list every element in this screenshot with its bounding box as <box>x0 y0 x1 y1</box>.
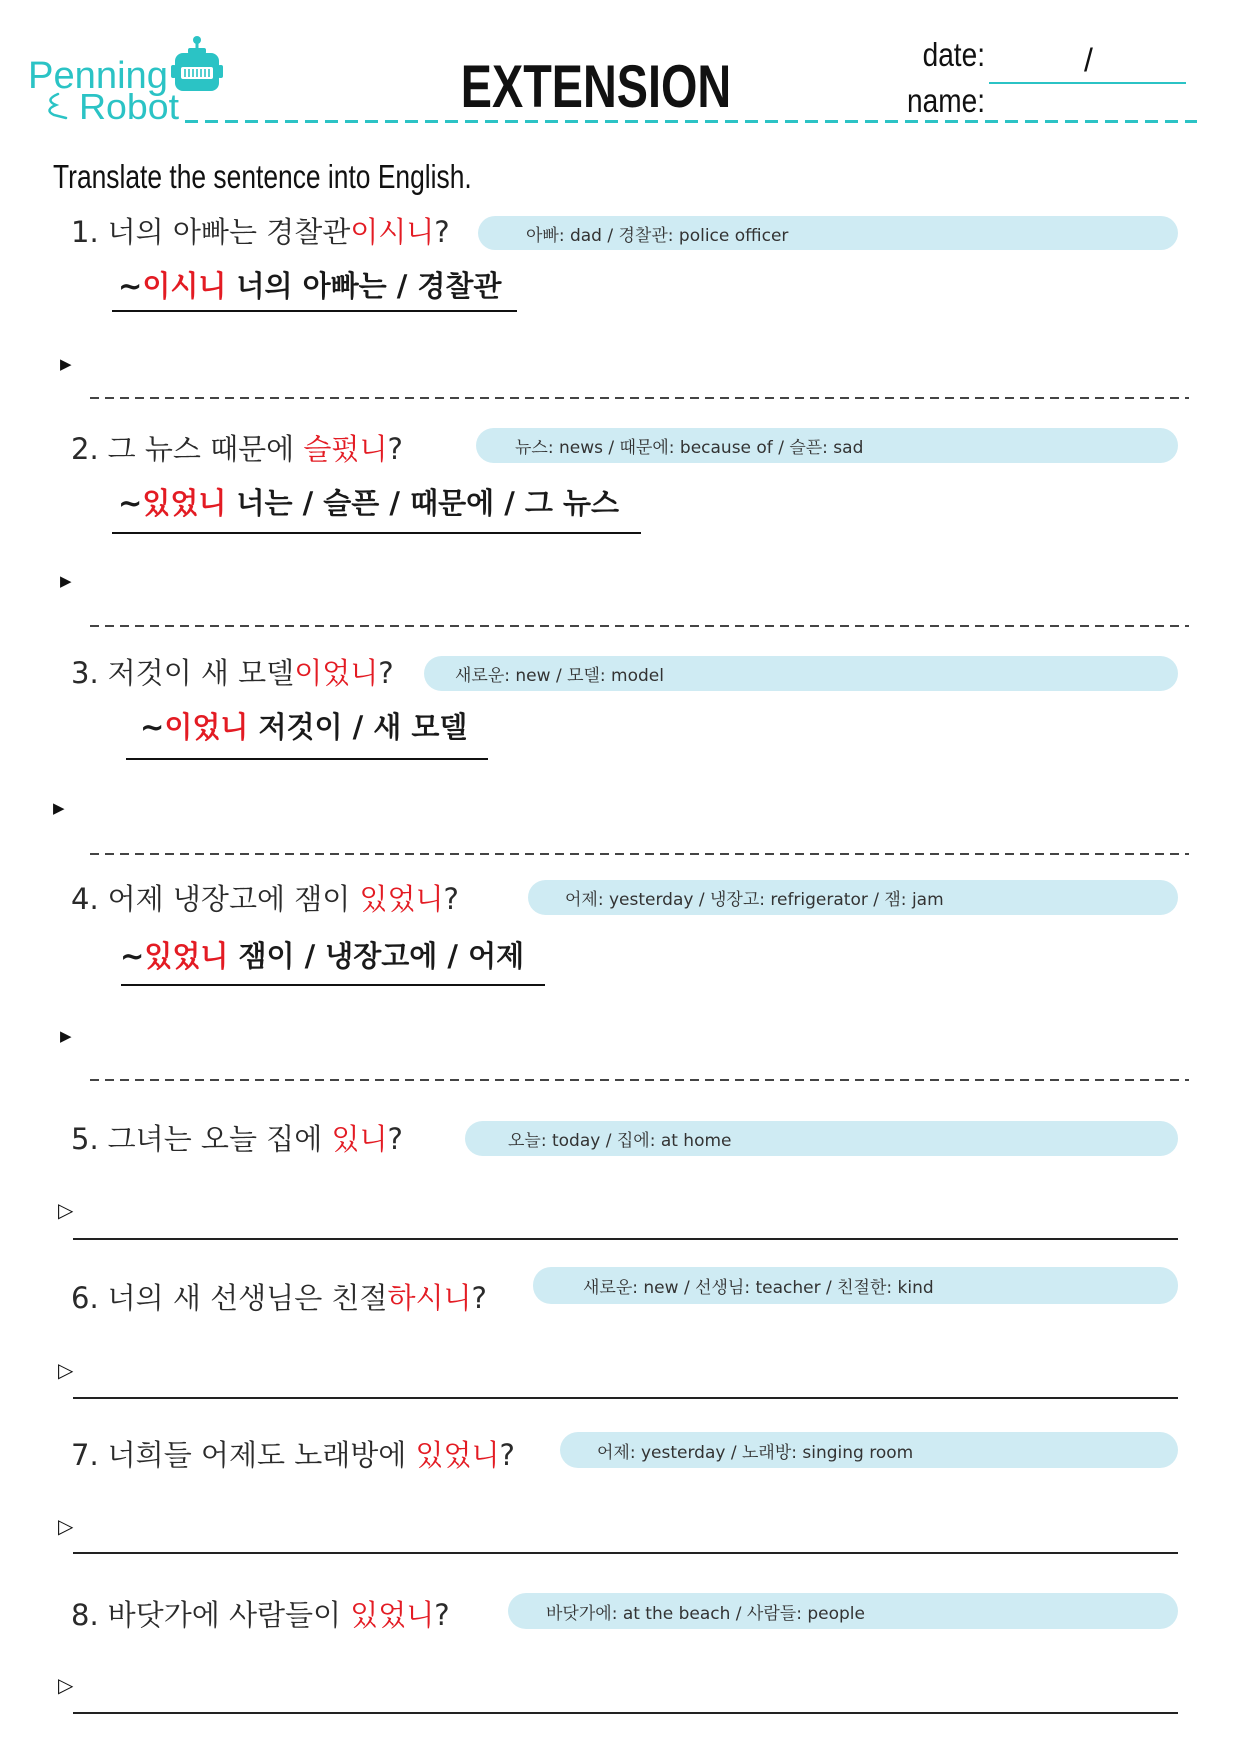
question-sentence <box>71 1435 515 1475</box>
question-mark: ? <box>387 432 403 466</box>
vocabulary-hint: 뉴스: news / 때문에: because of / 슬픈: sad <box>476 428 1178 463</box>
question-number: 7. <box>71 1438 99 1472</box>
answer-divider <box>90 397 1189 399</box>
vocabulary-hint: 새로운: new / 모델: model <box>424 656 1178 691</box>
question-text: 너의 새 선생님은 친절 <box>107 1281 388 1315</box>
question-number: 6. <box>71 1281 99 1315</box>
question-sentence <box>71 879 459 919</box>
scaffold-underline <box>112 532 641 534</box>
outline-triangle-icon: ▷ <box>58 1514 74 1538</box>
question-number: 4. <box>71 882 99 916</box>
vocabulary-hint: 아빠: dad / 경찰관: police officer <box>478 216 1178 250</box>
question-mark: ? <box>434 215 450 249</box>
scaffold-highlight: 이시니 <box>142 269 227 303</box>
header-divider <box>185 120 1197 123</box>
scaffold-underline <box>121 984 545 986</box>
answer-line <box>73 1238 1178 1240</box>
name-label: name: <box>907 82 985 119</box>
word-order-scaffold <box>120 936 524 976</box>
question-ending-highlight: 있니 <box>331 1122 388 1156</box>
scaffold-prefix: ~ <box>118 269 143 303</box>
date-field-line <box>989 82 1186 84</box>
logo-text-line2: Robot <box>79 86 179 127</box>
date-separator: / <box>1084 42 1093 78</box>
question-number: 2. <box>71 432 99 466</box>
vocabulary-hint: 어제: yesterday / 노래방: singing room <box>560 1432 1178 1468</box>
worksheet-title: EXTENSION <box>460 53 732 120</box>
question-ending-highlight: 있었니 <box>359 882 444 916</box>
question-mark: ? <box>387 1122 403 1156</box>
scaffold-highlight: 이었니 <box>164 710 249 744</box>
outline-triangle-icon: ▷ <box>58 1673 74 1697</box>
scaffold-underline <box>126 758 488 760</box>
vocabulary-hint: 오늘: today / 집에: at home <box>465 1121 1178 1156</box>
word-order-scaffold <box>140 707 467 747</box>
question-number: 5. <box>71 1122 99 1156</box>
word-order-scaffold <box>118 483 619 523</box>
answer-line <box>73 1552 1178 1554</box>
scaffold-words: 잼이 / 냉장고에 / 어제 <box>228 939 525 973</box>
question-text: 저것이 새 모델 <box>107 656 295 690</box>
question-sentence <box>71 212 450 252</box>
filled-triangle-icon: ▶ <box>60 355 72 373</box>
question-text: 그녀는 오늘 집에 <box>107 1122 332 1156</box>
answer-divider <box>90 625 1189 627</box>
question-number: 8. <box>71 1598 99 1632</box>
question-ending-highlight: 이시니 <box>350 215 435 249</box>
scaffold-underline <box>112 310 517 312</box>
question-ending-highlight: 있었니 <box>415 1438 500 1472</box>
vocabulary-hint: 새로운: new / 선생님: teacher / 친절한: kind <box>533 1267 1178 1304</box>
question-text: 바닷가에 사람들이 <box>107 1598 351 1632</box>
filled-triangle-icon: ▶ <box>53 799 65 817</box>
question-sentence <box>71 653 394 693</box>
answer-divider <box>90 1079 1189 1081</box>
question-number: 3. <box>71 656 99 690</box>
outline-triangle-icon: ▷ <box>58 1358 74 1382</box>
question-mark: ? <box>499 1438 515 1472</box>
filled-triangle-icon: ▶ <box>60 572 72 590</box>
filled-triangle-icon: ▶ <box>60 1027 72 1045</box>
question-text: 너희들 어제도 노래방에 <box>107 1438 416 1472</box>
vocabulary-hint: 어제: yesterday / 냉장고: refrigerator / 잼: jam <box>528 880 1178 915</box>
instructions: Translate the sentence into English. <box>53 158 472 195</box>
question-ending-highlight: 있었니 <box>350 1598 435 1632</box>
scaffold-prefix: ~ <box>140 710 165 744</box>
question-sentence <box>71 1278 487 1318</box>
question-number: 1. <box>71 215 99 249</box>
answer-line <box>73 1397 1178 1399</box>
question-text: 그 뉴스 때문에 <box>107 432 304 466</box>
robot-head-icon <box>171 36 223 91</box>
scaffold-prefix: ~ <box>120 939 145 973</box>
question-sentence <box>71 1119 403 1159</box>
question-sentence <box>71 429 403 469</box>
question-sentence <box>71 1595 450 1635</box>
question-mark: ? <box>434 1598 450 1632</box>
pen-squiggle-icon <box>49 94 66 118</box>
scaffold-highlight: 있었니 <box>144 939 229 973</box>
word-order-scaffold <box>118 266 501 306</box>
penning-robot-logo <box>26 34 241 129</box>
question-text: 어제 냉장고에 잼이 <box>107 882 360 916</box>
question-ending-highlight: 하시니 <box>387 1281 472 1315</box>
question-mark: ? <box>443 882 459 916</box>
scaffold-prefix: ~ <box>118 486 143 520</box>
date-label: date: <box>922 36 985 73</box>
outline-triangle-icon: ▷ <box>58 1198 74 1222</box>
scaffold-words: 너의 아빠는 / 경찰관 <box>226 269 502 303</box>
question-mark: ? <box>378 656 394 690</box>
question-mark: ? <box>471 1281 487 1315</box>
scaffold-highlight: 있었니 <box>142 486 227 520</box>
question-ending-highlight: 이었니 <box>294 656 379 690</box>
question-text: 너의 아빠는 경찰관 <box>107 215 351 249</box>
scaffold-words: 너는 / 슬픈 / 때문에 / 그 뉴스 <box>226 486 620 520</box>
question-ending-highlight: 슬펐니 <box>303 432 388 466</box>
answer-line <box>73 1712 1178 1714</box>
scaffold-words: 저것이 / 새 모델 <box>248 710 468 744</box>
vocabulary-hint: 바닷가에: at the beach / 사람들: people <box>508 1593 1178 1629</box>
logo-text-line1: Penning <box>28 55 168 97</box>
answer-divider <box>90 853 1189 855</box>
